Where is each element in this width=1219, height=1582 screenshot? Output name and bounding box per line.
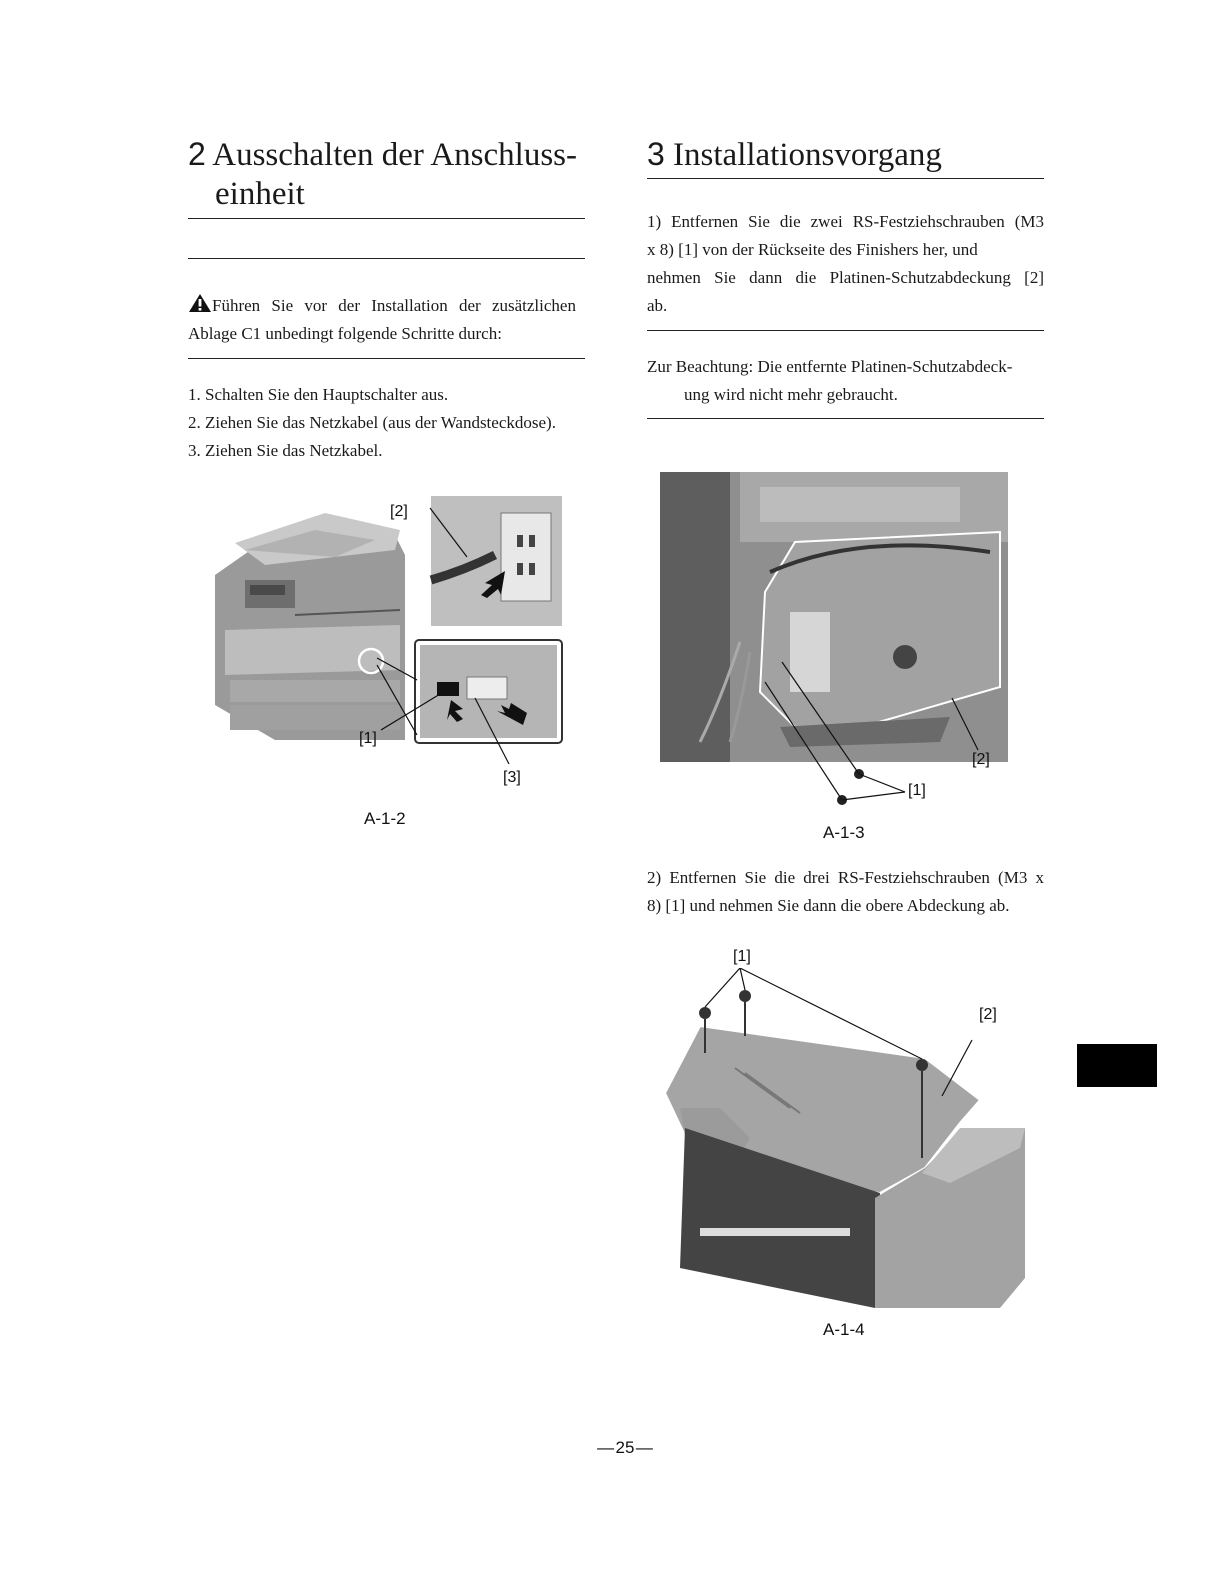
section-3-number: 3 bbox=[647, 136, 665, 172]
callout-2: [2] bbox=[972, 751, 990, 768]
step-2-text bbox=[647, 864, 1044, 920]
figure-caption-a-1-4: A-1-4 bbox=[823, 1320, 865, 1339]
step-2-line: 2) Entfernen Sie die drei RS-Festziehschrauben (M3 x bbox=[647, 868, 1044, 887]
divider bbox=[188, 358, 585, 359]
figure-a-1-4-illustration bbox=[660, 968, 1030, 1310]
section-2-heading-line2: einheit bbox=[215, 176, 305, 212]
chapter-tab-marker bbox=[1077, 1044, 1157, 1087]
list-item: 2. Ziehen Sie das Netzkabel (aus der Wandsteckdose). bbox=[188, 413, 556, 432]
list-item: 1. Schalten Sie den Hauptschalter aus. bbox=[188, 385, 449, 404]
note-line2: ung wird nicht mehr gebraucht. bbox=[684, 385, 898, 404]
steps-list bbox=[188, 381, 556, 465]
figure-a-1-2-illustration bbox=[205, 495, 570, 795]
step-1-line: x 8) [1] von der Rückseite des Finishers her, und bbox=[647, 240, 978, 259]
callout-2: [2] bbox=[390, 503, 408, 520]
warning-icon bbox=[188, 293, 212, 313]
callout-3: [3] bbox=[503, 769, 521, 786]
step-1-text bbox=[647, 208, 1044, 320]
figure-caption-a-1-2: A-1-2 bbox=[364, 809, 406, 828]
section-2-number: 2 bbox=[188, 136, 206, 172]
step-1-line: 1) Entfernen Sie die zwei RS-Festziehschrauben (M3 bbox=[647, 212, 1044, 231]
divider bbox=[647, 330, 1044, 331]
section-2-heading-line1: Ausschalten der Anschluss- bbox=[212, 137, 578, 173]
note-line1: Zur Beachtung: Die entfernte Platinen-Schutzabdeck- bbox=[647, 357, 1013, 376]
callout-1: [1] bbox=[908, 782, 926, 799]
caution-block bbox=[188, 292, 585, 348]
figure-caption-a-1-3: A-1-3 bbox=[823, 823, 865, 842]
page-number: — 25 — bbox=[597, 1438, 653, 1457]
callout-1: [1] bbox=[733, 948, 751, 965]
divider bbox=[647, 418, 1044, 419]
step-2-line: 8) [1] und nehmen Sie dann die obere Abdeckung ab. bbox=[647, 896, 1010, 915]
divider bbox=[188, 218, 585, 219]
step-1-line: nehmen Sie dann die Platinen-Schutzabdeckung [2] bbox=[647, 268, 1044, 287]
callout-1: [1] bbox=[359, 730, 377, 747]
divider bbox=[188, 258, 585, 259]
section-2-heading bbox=[188, 134, 588, 175]
caution-text-line1: Führen Sie vor der Installation der zusätzlichen bbox=[212, 296, 576, 315]
callout-2: [2] bbox=[979, 1006, 997, 1023]
divider bbox=[647, 178, 1044, 179]
page-number-value: 25 bbox=[615, 1438, 635, 1457]
step-1-line: ab. bbox=[647, 296, 668, 315]
list-item: 3. Ziehen Sie das Netzkabel. bbox=[188, 441, 383, 460]
section-3-title: Installationsvorgang bbox=[673, 137, 942, 173]
note-block bbox=[647, 353, 1044, 409]
caution-text-line2: Ablage C1 unbedingt folgende Schritte durch: bbox=[188, 324, 502, 343]
section-3-heading bbox=[647, 134, 942, 175]
